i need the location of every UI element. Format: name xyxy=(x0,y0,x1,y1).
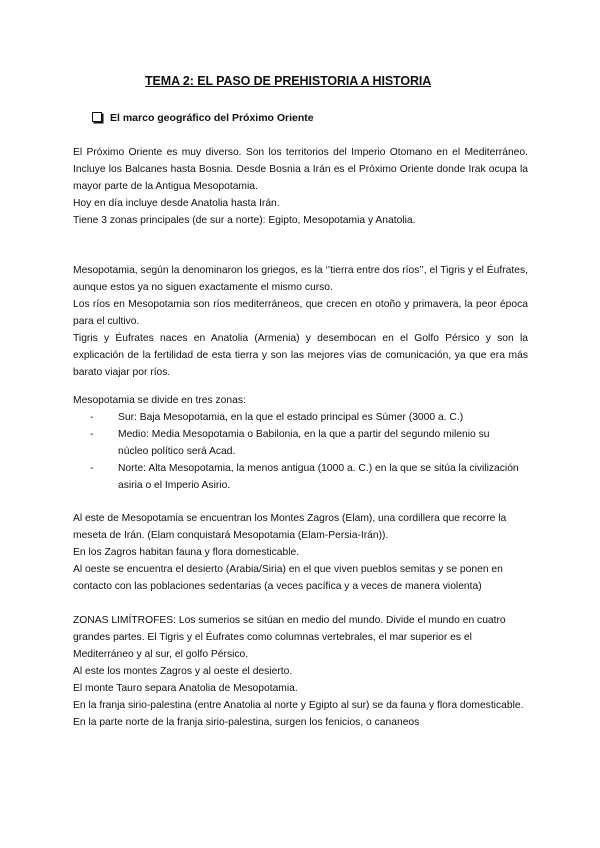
paragraph-line: Mesopotamia, según la denominaron los griegos, es la ‘’tierra entre dos ríos’’, el Tigris y el Éufrates, aunque estos ya no siguen exactamente el mismo curso. xyxy=(73,265,528,293)
zones-intro xyxy=(73,392,528,409)
paragraph-mesopotamia xyxy=(73,262,528,381)
list-item xyxy=(90,460,520,494)
list-item xyxy=(90,426,520,460)
list-item-text: Norte: Alta Mesopotamia, la menos antigua (1000 a. C.) en la que se sitúa la civilización asiria o el Imperio Asirio. xyxy=(118,463,519,491)
checkbox-bullet-icon xyxy=(92,112,102,122)
paragraph-line: El monte Tauro separa Anatolia de Mesopotamia. xyxy=(73,683,298,694)
paragraph-line: Al oeste se encuentra el desierto (Arabia/Siria) en el que viven pueblos semitas y se ponen en contacto con las poblaciones sedentarias (a veces pacífica y a veces de manera violenta) xyxy=(73,564,503,592)
paragraph-line: Tigris y Éufrates naces en Anatolia (Armenia) y desembocan en el Golfo Pérsico y son la explicación de la fertilidad de esta tierra y son las mejores vías de comunicación, ya que era más barato viajar por ríos. xyxy=(73,333,528,378)
zones-list xyxy=(90,409,520,494)
paragraph-line: Tiene 3 zonas principales (de sur a norte): Egipto, Mesopotamia y Anatolia. xyxy=(73,215,416,226)
paragraph-line: En los Zagros habitan fauna y flora domesticable. xyxy=(73,547,300,558)
list-marker: - xyxy=(90,412,94,423)
list-marker: - xyxy=(90,429,94,440)
paragraph-line: Al este de Mesopotamia se encuentran los Montes Zagros (Elam), una cordillera que recorre la meseta de Irán. (Elam conquistará Mesopotamia (Elam-Persia-Irán)). xyxy=(73,513,507,541)
paragraph-line: Hoy en día incluye desde Anatolia hasta Irán. xyxy=(73,198,280,209)
section-heading-text: El marco geográfico del Próximo Oriente xyxy=(110,112,314,124)
page-title: TEMA 2: EL PASO DE PREHISTORIA A HISTORIA xyxy=(145,74,432,88)
paragraph-line: ZONAS LIMÍTROFES: Los sumerios se sitúan en medio del mundo. Divide el mundo en cuatro grandes partes. El Tigris y el Éufrates como columnas vertebrales, el mar superior es el Mediterráneo y al sur, el golfo Pérsico. xyxy=(73,615,506,660)
paragraph-proximo-oriente xyxy=(73,144,528,229)
section-heading xyxy=(92,112,314,124)
list-item-text: Sur: Baja Mesopotamia, en la que el estado principal es Súmer (3000 a. C.) xyxy=(118,412,464,423)
list-item-text: Medio: Media Mesopotamia o Babilonia, en la que a partir del segundo milenio su núcleo político será Acad. xyxy=(118,429,490,457)
list-item xyxy=(90,409,520,426)
list-marker: - xyxy=(90,463,94,474)
paragraph-zagros xyxy=(73,510,528,595)
paragraph-line: Los ríos en Mesopotamia son ríos mediterráneos, que crecen en otoño y primavera, la peor época para el cultivo. xyxy=(73,299,528,327)
paragraph-line: El Próximo Oriente es muy diverso. Son los territorios del Imperio Otomano en el Mediterráneo. Incluye los Balcanes hasta Bosnia. Desde Bosnia a Irán es el Próximo Oriente donde Irak ocupa la mayor parte de la Antigua Mesopotamia. xyxy=(73,147,528,192)
zones-intro-text: Mesopotamia se divide en tres zonas: xyxy=(73,395,246,406)
paragraph-line: Al este los montes Zagros y al oeste el desierto. xyxy=(73,666,293,677)
paragraph-line: En la franja sirio-palestina (entre Anatolia al norte y Egipto al sur) se da fauna y flora domesticable. En la parte norte de la franja sirio-palestina, surgen los fenicios, o cananeos xyxy=(73,700,524,728)
paragraph-zonas-limitrofes xyxy=(73,612,528,731)
